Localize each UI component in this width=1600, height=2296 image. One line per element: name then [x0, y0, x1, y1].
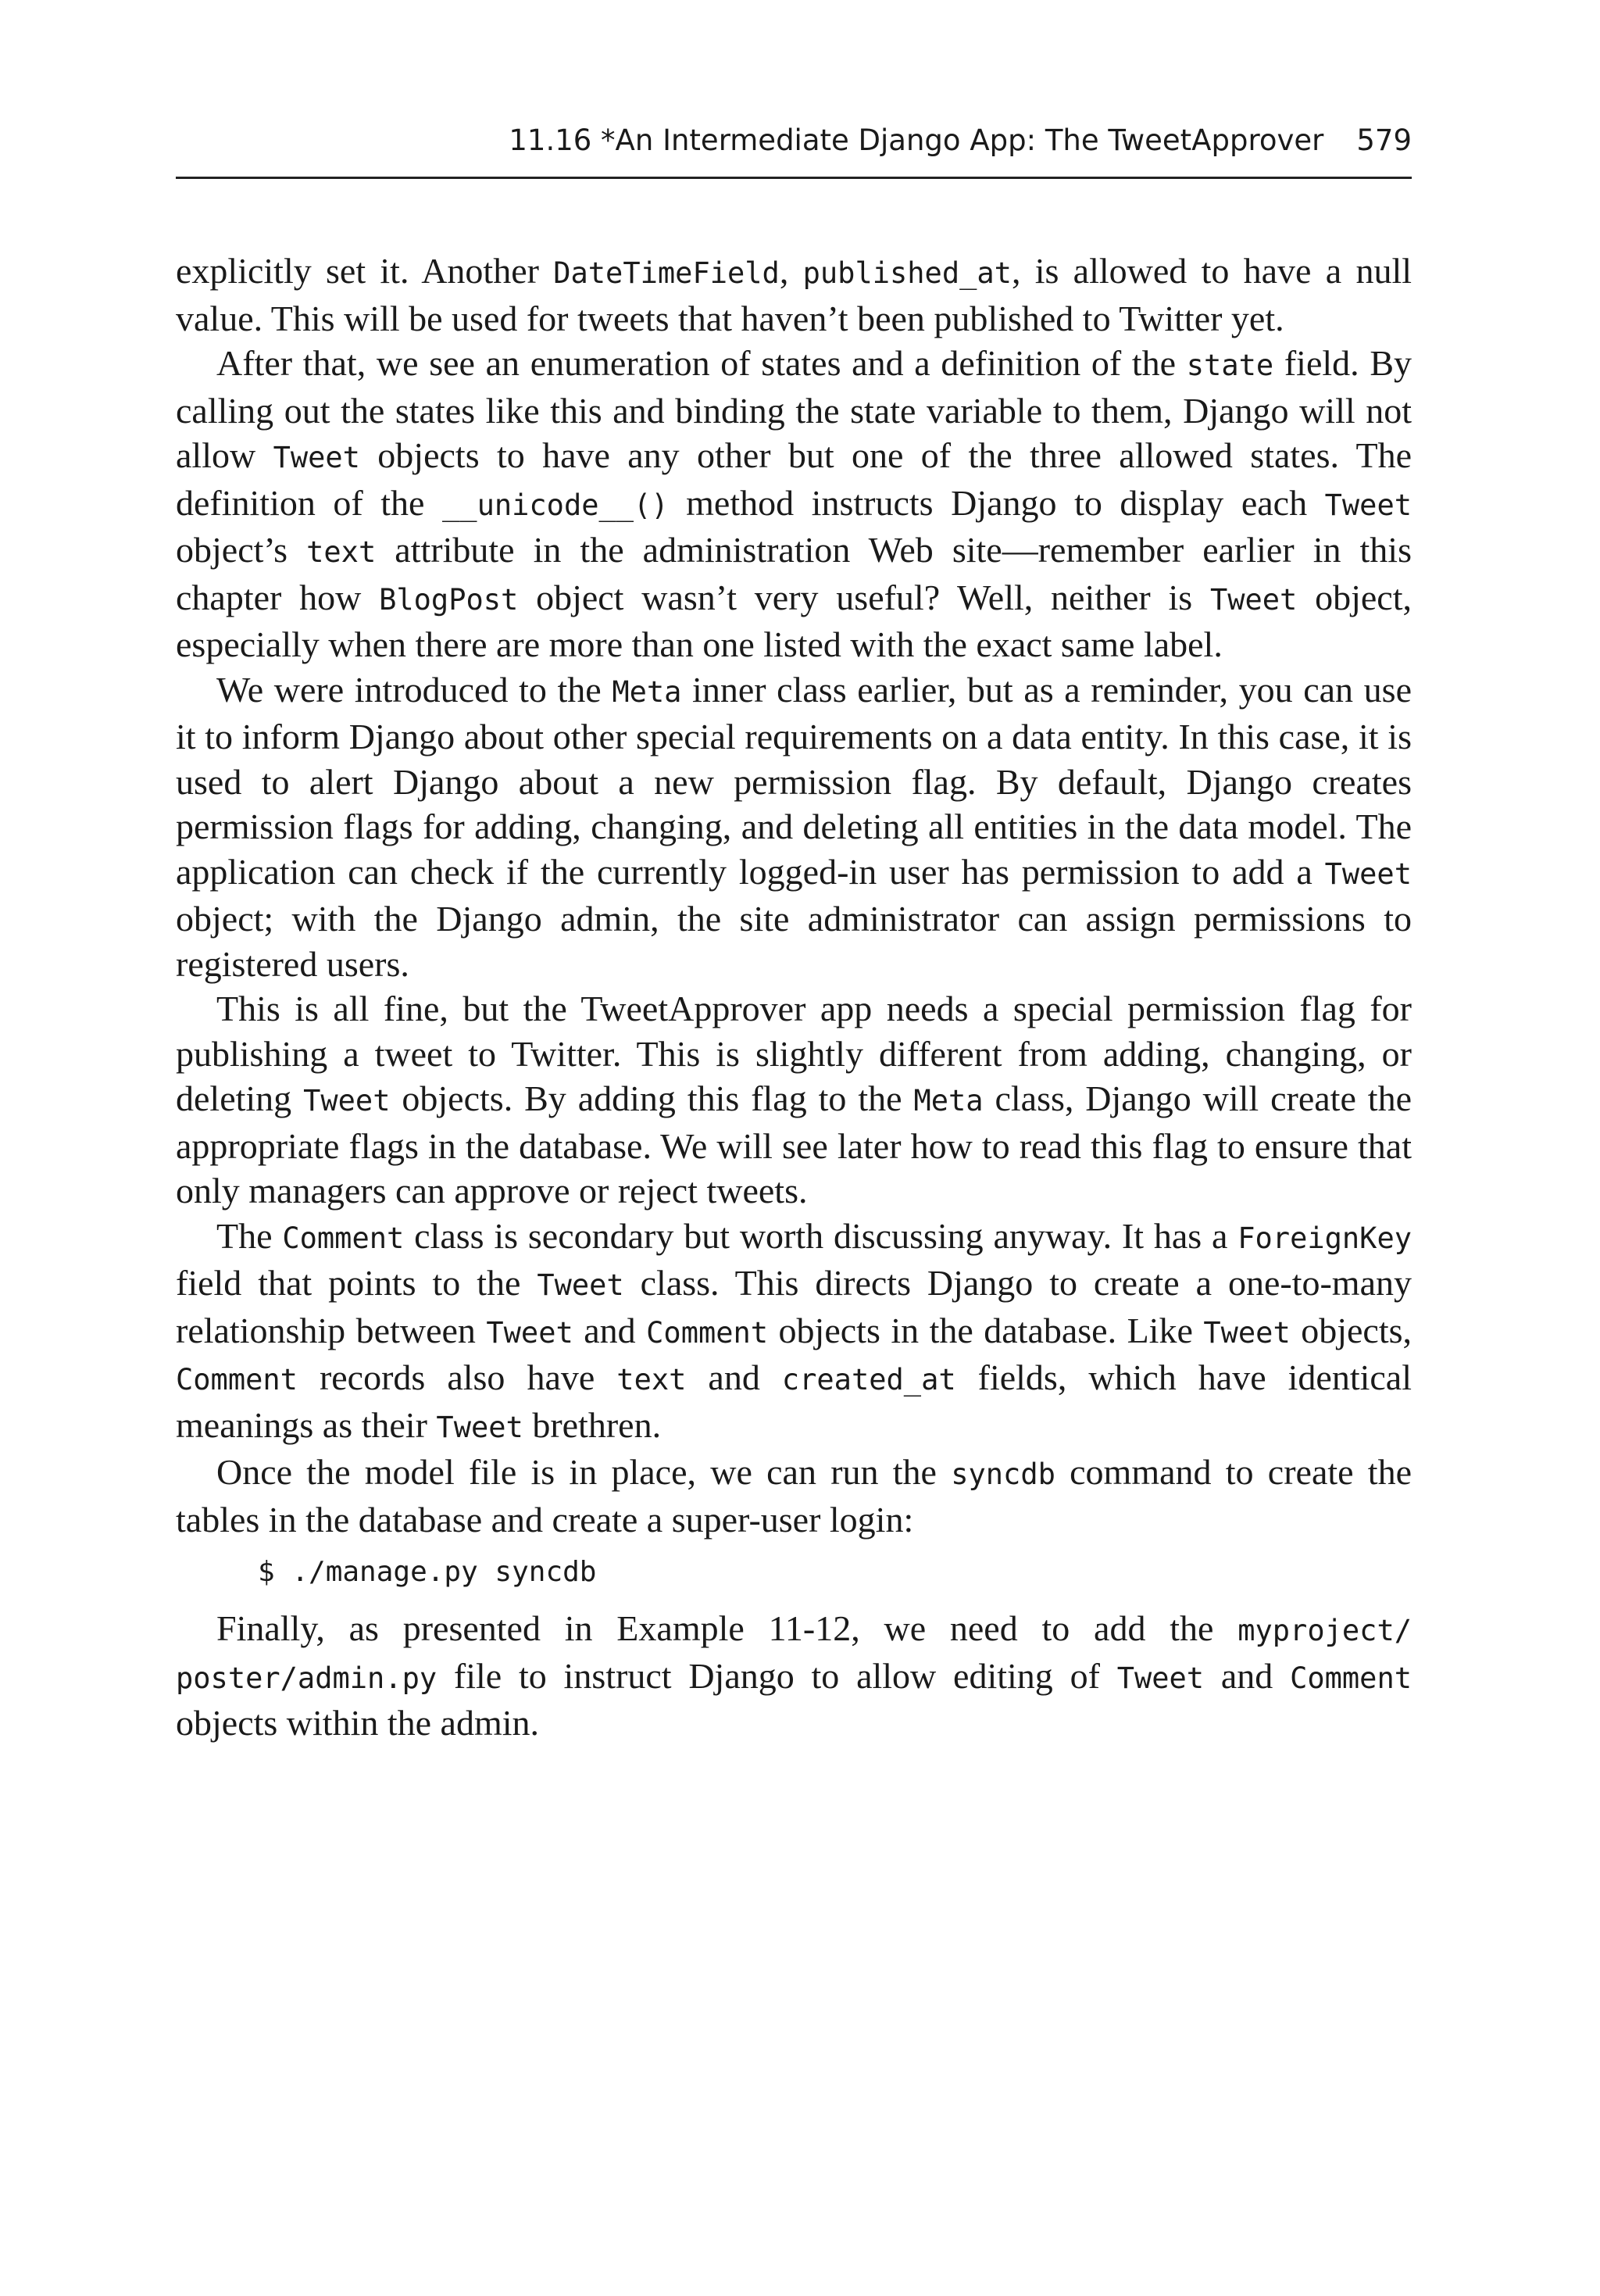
inline-code: text: [616, 1363, 687, 1397]
inline-code: DateTimeField: [553, 256, 780, 290]
inline-code: Meta: [612, 674, 682, 709]
header-rule: [176, 177, 1412, 179]
paragraph: After that, we see an enumeration of states and a definition of the state field. By calling out the states like this and binding the state variable to them, Django will not allow Tweet objects to have any other but one of the three allowed states. The definition of the __unicode__() method instructs Django to display each Tweet object’s text attribute in the administration Web site—remember earlier in this chapter how BlogPost object wasn’t very useful? Well, neither is Tweet object, especially when there are more than one listed with the exact same label.: [176, 343, 1412, 664]
inline-code: syncdb: [951, 1457, 1055, 1491]
inline-code: Meta: [913, 1084, 984, 1118]
inline-code: Comment: [282, 1221, 405, 1255]
paragraph: explicitly set it. Another DateTimeField, published_at, is allowed to have a null value. This will be used for tweets that haven’t been published to Twitter yet.: [176, 251, 1412, 338]
inline-code: published_at: [802, 256, 1012, 290]
paragraph: This is all fine, but the TweetApprover app needs a special permission flag for publishing a tweet to Twitter. This is slightly different from adding, changing, or deleting Tweet objects. By adding this flag to the Meta class, Django will create the appropriate flags in the database. We will see later how to read this flag to ensure that only managers can approve or reject tweets.: [176, 989, 1412, 1211]
page-number: 579: [1356, 123, 1412, 157]
inline-code: Tweet: [1324, 488, 1412, 522]
inline-code: Comment: [1290, 1661, 1412, 1695]
running-head: [176, 121, 1412, 160]
body-text: [176, 249, 1412, 1746]
inline-code: Comment: [646, 1315, 769, 1350]
inline-code: Tweet: [1116, 1661, 1205, 1695]
inline-code: myproject/ poster/admin.py: [176, 1614, 1412, 1695]
inline-code: Comment: [176, 1363, 298, 1397]
inline-code: created_at: [781, 1363, 956, 1397]
paragraph: Finally, as presented in Example 11-12, we need to add the myproject/ poster/admin.py file to instruct Django to allow editing of Tweet and Comment objects within the admin.: [176, 1608, 1412, 1743]
code-block: $ ./manage.py syncdb: [258, 1556, 597, 1588]
paragraph: Once the model file is in place, we can run the syncdb command to create the tables in the database and create a super-user login:: [176, 1452, 1412, 1540]
section-title: 11.16 *An Intermediate Django App: The TweetApprover: [509, 123, 1324, 157]
inline-code: ForeignKey: [1238, 1221, 1412, 1255]
inline-code: Tweet: [1209, 582, 1298, 617]
inline-code: Tweet: [537, 1268, 624, 1302]
inline-code: text: [306, 535, 377, 569]
paragraph: The Comment class is secondary but worth discussing anyway. It has a ForeignKey field that points to the Tweet class. This directs Django to create a one-to-many relationship between Tweet and Comment objects in the database. Like Tweet objects, Comment records also have text and created_at fields, which have identical meanings as their Tweet brethren.: [176, 1215, 1412, 1445]
inline-code: Tweet: [1203, 1315, 1291, 1350]
paragraph: We were introduced to the Meta inner class earlier, but as a reminder, you can use it to inform Django about other special requirements on a data entity. In this case, it is used to alert Django about a new permission flag. By default, Django creates permission flags for adding, changing, and deleting all entities in the data model. The application can check if the currently logged-in user has permission to add a Tweet object; with the Django admin, the site administrator can assign permissions to registered users.: [176, 669, 1412, 984]
inline-code: Tweet: [436, 1410, 523, 1444]
inline-code: Tweet: [1324, 857, 1412, 891]
inline-code: BlogPost: [379, 582, 519, 617]
inline-code: Tweet: [486, 1315, 573, 1350]
inline-code: __unicode__(): [442, 488, 669, 522]
inline-code: Tweet: [273, 441, 360, 474]
inline-code: state: [1186, 349, 1274, 382]
inline-code: Tweet: [303, 1084, 391, 1118]
